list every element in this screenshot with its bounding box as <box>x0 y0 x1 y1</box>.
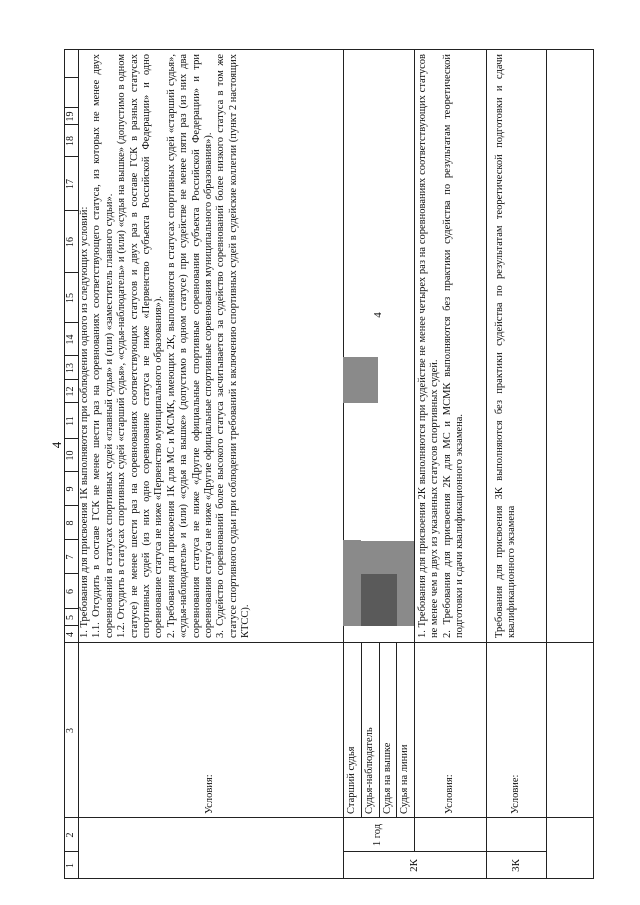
col-header-20 <box>64 78 78 108</box>
condition-label-3k: Условие: <box>509 774 521 814</box>
col-header-4: 4 <box>65 632 76 637</box>
col-header-21 <box>64 50 78 78</box>
col-header-10: 10 <box>65 450 76 461</box>
term-label-2k: 1 год <box>372 823 384 847</box>
col-divider <box>486 851 546 852</box>
row-divider <box>546 49 547 879</box>
col-header-7: 7 <box>65 554 76 560</box>
role-line-judge: Судья на линии <box>399 744 410 814</box>
requirements-text-2k: 1. Требования для присвоения 2К выполняются при судействе не менее четырех раз на соревнованиях соответствующих статусов не менее чем в двух из указанных статусов спортивных судей. 2. Требования для присвоения 2К для МС и МСМК выполняются без практики судейства по результатам теоретической подготовки и сдачи квалификационного экзамена. <box>417 54 466 638</box>
col-header-3: 3 <box>65 728 76 733</box>
requirements-text-1k: 1. Требования для присвоения 1К выполняются при соблюдении одного из следующих условий: 1.1. Отсудить в составе ГСК не менее шести раз на соревнованиях соответствующего статуса, из которых не менее двух соревнований в статусах спортивных судей «главный судья» и (или) «заместитель главного судьи». 1.2. Отсудить в статусах спортивных судей «старший судья», «судья-наблюдатель» и (или) «судья на вышке» (допустимо в одном статусе) не менее шести раз на соревнованиях соответствующих статусов и двух раз в составе ГСК в разных статусах спортивных судей (из них одно соревнование статуса не ниже «Первенство субъекта Российской Федерации» и одно соревнование статуса не ниже «Первенство муниципального образования»). 2. Требования для присвоения 1К для МС и МСМК, имеющих 2К, выполняются в статусах спортивных судей «старший судья», «судья-наблюдатель» и (или) «судья на вышке» (допустимо в одном статусе) при судействе не менее пяти раз (из них два соревнования статуса не ниже «Другие официальные спортивные соревнования субъекта Российской Федерации» и три соревнования статуса не ниже «Другие официальные спортивные соревнования муниципального образования»). 3. Судейство соревнований более высокого статуса засчитывается за судейство соревнований более низкого статуса в том же статусе спортивного судьи при соблюдении требований к включению спортивных судей в судейские коллегии (пункт 2 настоящих КТСС). <box>79 53 252 638</box>
col-header-12: 12 <box>65 386 76 397</box>
col-header-14: 14 <box>65 334 76 345</box>
col-header-11: 11 <box>65 416 76 426</box>
role-observer-judge: Судья-наблюдатель <box>364 727 375 814</box>
col-header-2: 2 <box>65 832 76 838</box>
col-header-17: 17 <box>65 179 76 189</box>
qualification-table <box>64 49 594 879</box>
table-border-bottom <box>593 49 594 879</box>
qualification-2k: 2К <box>408 859 421 872</box>
count-value-2k: 4 <box>372 312 385 318</box>
shaded-cell <box>361 574 397 626</box>
col-header-19: 19 <box>65 111 76 122</box>
col-header-18: 18 <box>65 136 76 146</box>
page-number: 4 <box>49 441 64 449</box>
col-header-13: 13 <box>65 363 76 373</box>
col-header-5: 5 <box>65 615 76 620</box>
col-header-6: 6 <box>65 589 76 594</box>
shaded-cell <box>343 540 361 574</box>
col-header-16: 16 <box>65 237 76 247</box>
requirements-text-3k: Требования для присвоения 3К выполняются без практики судейства по результатам теоретической подготовки и сдачи квалификационного экзамена <box>494 54 518 638</box>
shaded-cell <box>343 357 378 403</box>
col-header-8: 8 <box>65 520 76 526</box>
qualification-3k: 3К <box>509 859 522 872</box>
condition-label-1k: Условия: <box>204 774 216 814</box>
role-senior-judge: Старший судья <box>346 746 357 814</box>
condition-label-2k: Условия: <box>443 774 455 814</box>
col-header-15: 15 <box>65 293 76 303</box>
col-header-1: 1 <box>65 863 76 868</box>
col-header-9: 9 <box>65 486 76 492</box>
role-tower-judge: Судья на вышке <box>382 742 393 814</box>
